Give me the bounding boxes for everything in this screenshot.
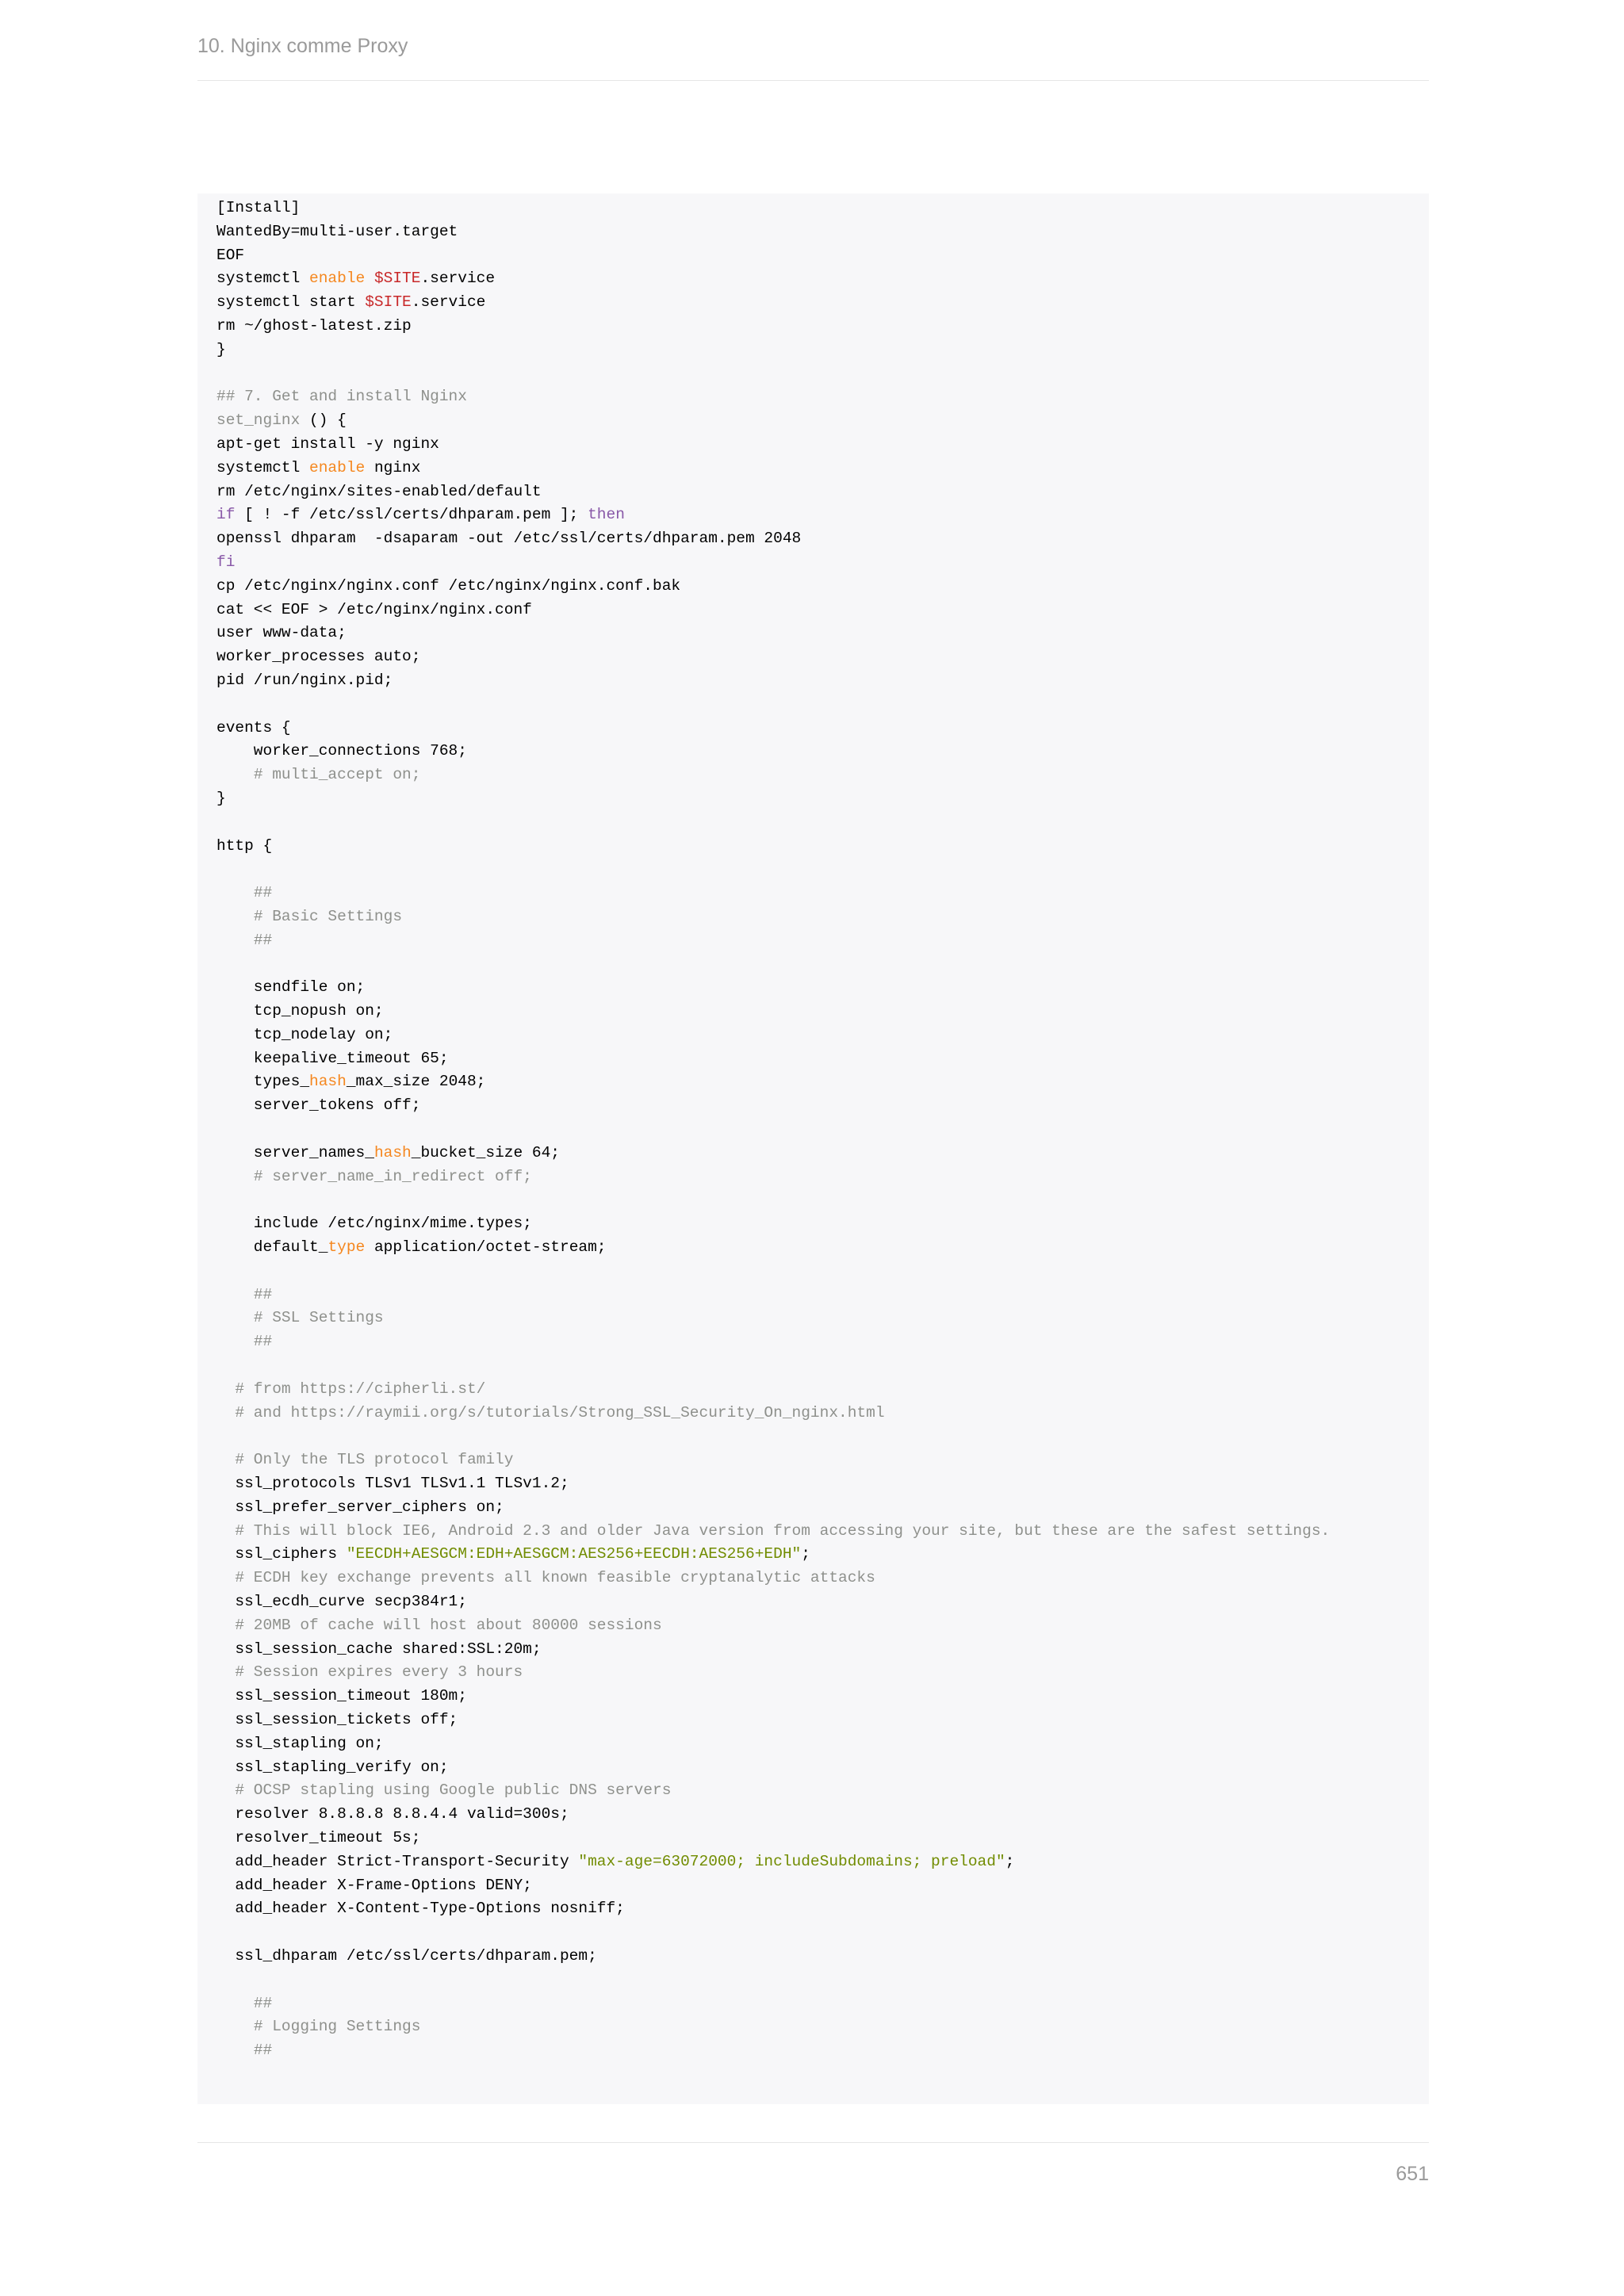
code-token-comment: # Basic Settings — [253, 907, 403, 925]
code-line — [216, 1000, 1330, 1024]
code-line — [216, 1496, 1330, 1520]
code-token-plain — [216, 908, 254, 925]
code-token-plain: ; — [1005, 1852, 1015, 1870]
code-token-plain: ssl_session_timeout 180m; — [216, 1687, 467, 1705]
code-token-plain — [216, 1995, 254, 2012]
code-line — [216, 740, 1330, 763]
code-line — [216, 858, 1330, 882]
code-token-builtin: type — [327, 1238, 366, 1257]
code-token-plain — [216, 884, 254, 901]
code-line — [216, 1354, 1330, 1378]
code-line — [216, 1425, 1330, 1448]
code-token-plain: } — [216, 789, 226, 807]
code-line — [216, 1969, 1330, 1992]
code-token-comment: ## — [253, 2042, 273, 2060]
code-line — [216, 1850, 1330, 1874]
code-token-plain: } — [216, 340, 226, 358]
code-line — [216, 953, 1330, 977]
code-line — [216, 267, 1330, 291]
code-token-comment: set_nginx — [216, 411, 301, 430]
code-token-plain: ssl_dhparam /etc/ssl/certs/dhparam.pem; — [216, 1946, 597, 1965]
code-token-plain — [216, 2018, 254, 2035]
code-line — [216, 599, 1330, 622]
code-line — [216, 1827, 1330, 1850]
code-line — [216, 693, 1330, 717]
code-token-plain: openssl dhparam -dsaparam -out /etc/ssl/certs/dhparam.pem 2048 — [216, 530, 802, 548]
code-token-comment: # Session expires every 3 hours — [235, 1663, 523, 1682]
code-token-comment: # and https://raymii.org/s/tutorials/Strong_SSL_Security_On_nginx.html — [235, 1403, 885, 1422]
code-token-plain: include /etc/nginx/mime.types; — [216, 1215, 532, 1233]
code-line — [216, 339, 1330, 362]
footer-divider — [197, 2142, 1429, 2143]
code-line — [216, 763, 1330, 787]
code-line — [216, 1094, 1330, 1118]
code-token-plain: nginx — [365, 458, 421, 476]
code-line — [216, 1236, 1330, 1260]
code-token-plain: EOF — [216, 246, 245, 264]
code-line — [216, 575, 1330, 599]
code-line — [216, 1543, 1330, 1567]
code-token-plain: tcp_nodelay on; — [216, 1025, 393, 1043]
code-token-keyword: then — [588, 506, 625, 524]
code-token-keyword: if — [216, 506, 236, 524]
code-token-comment: ## — [253, 931, 273, 949]
code-token-plain — [216, 1522, 235, 1540]
code-line — [216, 1402, 1330, 1425]
code-token-comment: # SSL Settings — [253, 1309, 384, 1327]
code-token-variable: $SITE — [365, 293, 412, 312]
code-token-plain: apt-get install -y nginx — [216, 434, 439, 453]
code-token-plain: ; — [801, 1545, 810, 1563]
code-token-comment: ## — [253, 884, 273, 902]
code-token-comment: # ECDH key exchange prevents all known feasible cryptanalytic attacks — [235, 1569, 875, 1587]
code-line — [216, 1874, 1330, 1898]
code-line — [216, 929, 1330, 953]
code-token-plain: .service — [420, 270, 496, 288]
code-token-plain — [216, 1781, 235, 1799]
code-line — [216, 385, 1330, 409]
code-token-string: "EECDH+AESGCM:EDH+AESGCM:AES256+EECDH:AES256+EDH" — [346, 1545, 802, 1563]
code-token-plain — [216, 1333, 254, 1350]
code-token-comment: ## — [253, 1994, 273, 2012]
code-token-comment: # multi_accept on; — [253, 766, 421, 784]
code-token-plain: add_header X-Frame-Options DENY; — [216, 1876, 532, 1894]
code-token-plain — [216, 2042, 254, 2059]
code-line — [216, 2015, 1330, 2039]
code-block — [197, 193, 1429, 2104]
code-token-plain: () { — [300, 411, 347, 430]
code-line — [216, 1448, 1330, 1472]
code-token-plain: worker_connections 768; — [216, 742, 467, 760]
code-token-builtin: enable — [309, 458, 366, 476]
code-token-comment: # Only the TLS protocol family — [235, 1451, 514, 1469]
code-token-plain: default_ — [216, 1238, 328, 1257]
code-token-plain — [216, 1451, 235, 1468]
code-token-plain: resolver 8.8.8.8 8.8.4.4 valid=300s; — [216, 1805, 569, 1823]
code-line — [216, 457, 1330, 480]
code-token-keyword: fi — [216, 553, 236, 571]
code-token-plain: ssl_ecdh_curve secp384r1; — [216, 1593, 467, 1611]
code-token-plain: events { — [216, 718, 291, 737]
code-token-plain — [216, 766, 254, 783]
code-token-plain — [216, 1168, 254, 1185]
page-number: 651 — [1396, 2163, 1429, 2185]
code-line — [216, 905, 1330, 929]
code-token-plain — [216, 1380, 235, 1398]
code-token-plain — [216, 1404, 235, 1422]
code-line — [216, 1992, 1330, 2016]
code-line — [216, 433, 1330, 457]
code-line — [216, 1378, 1330, 1402]
code-token-comment: # server_name_in_redirect off; — [253, 1167, 532, 1185]
code-line — [216, 315, 1330, 339]
code-line — [216, 1212, 1330, 1236]
code-token-plain: add_header X-Content-Type-Options nosniff; — [216, 1900, 625, 1918]
code-token-string: "max-age=63072000; includeSubdomains; preload" — [578, 1852, 1005, 1870]
code-line — [216, 1047, 1330, 1071]
code-line — [216, 1590, 1330, 1614]
code-line — [216, 220, 1330, 244]
header-divider — [197, 80, 1429, 81]
code-line — [216, 1756, 1330, 1780]
code-line — [216, 1260, 1330, 1284]
code-listing — [216, 197, 1330, 2063]
code-token-plain: .service — [411, 293, 486, 312]
code-token-plain: WantedBy=multi-user.target — [216, 222, 458, 240]
code-line — [216, 244, 1330, 268]
code-token-plain: server_tokens off; — [216, 1096, 421, 1115]
code-line — [216, 622, 1330, 645]
code-line — [216, 976, 1330, 1000]
code-line — [216, 1307, 1330, 1330]
code-token-plain: systemctl — [216, 458, 310, 476]
code-token-comment: ## — [253, 1333, 273, 1351]
code-token-plain: [Install] — [216, 199, 301, 216]
code-token-plain: user www-data; — [216, 624, 347, 642]
code-token-plain: cat << EOF > /etc/nginx/nginx.conf — [216, 600, 532, 618]
code-line — [216, 1070, 1330, 1094]
code-line — [216, 1142, 1330, 1165]
code-line — [216, 1188, 1330, 1212]
code-token-plain: systemctl start — [216, 293, 366, 312]
code-token-comment: # 20MB of cache will host about 80000 sessions — [235, 1616, 662, 1634]
code-token-plain: pid /run/nginx.pid; — [216, 671, 393, 689]
code-token-plain: server_names_ — [216, 1143, 374, 1161]
code-line — [216, 1472, 1330, 1496]
code-token-plain: resolver_timeout 5s; — [216, 1828, 421, 1846]
code-line — [216, 1024, 1330, 1047]
code-token-plain: worker_processes auto; — [216, 648, 421, 666]
code-line — [216, 787, 1330, 811]
code-line — [216, 1330, 1330, 1354]
code-line — [216, 409, 1330, 433]
code-token-plain: ssl_prefer_server_ciphers on; — [216, 1498, 504, 1516]
code-line — [216, 1614, 1330, 1638]
code-line — [216, 1284, 1330, 1307]
code-line — [216, 717, 1330, 740]
code-line — [216, 811, 1330, 835]
code-line — [216, 882, 1330, 905]
code-line — [216, 2039, 1330, 2063]
code-token-plain — [216, 1286, 254, 1303]
code-line — [216, 1685, 1330, 1709]
code-token-comment: # This will block IE6, Android 2.3 and older Java version from accessing your site, but these are the safest settings. — [235, 1521, 1331, 1540]
code-token-plain: sendfile on; — [216, 978, 366, 997]
code-token-plain: ssl_stapling on; — [216, 1734, 384, 1752]
code-line — [216, 480, 1330, 504]
code-token-plain: [ ! -f /etc/ssl/certs/dhparam.pem ]; — [235, 506, 588, 524]
code-token-plain: cp /etc/nginx/nginx.conf /etc/nginx/nginx.conf.bak — [216, 576, 681, 595]
code-token-plain: rm /etc/nginx/sites-enabled/default — [216, 482, 542, 500]
code-token-plain: systemctl — [216, 270, 310, 288]
code-line — [216, 1945, 1330, 1969]
code-token-plain — [216, 1569, 235, 1586]
code-line — [216, 551, 1330, 575]
code-line — [216, 527, 1330, 551]
code-line — [216, 1709, 1330, 1732]
code-token-variable: $SITE — [373, 270, 421, 288]
code-token-plain: application/octet-stream; — [365, 1238, 607, 1257]
code-line — [216, 1567, 1330, 1590]
code-token-comment: # from https://cipherli.st/ — [235, 1380, 486, 1398]
code-token-plain: keepalive_timeout 65; — [216, 1049, 449, 1067]
code-line — [216, 1732, 1330, 1756]
code-line — [216, 1897, 1330, 1921]
code-line — [216, 1520, 1330, 1544]
code-token-builtin: hash — [373, 1143, 412, 1161]
code-token-plain: add_header Strict-Transport-Security — [216, 1852, 579, 1870]
code-line — [216, 362, 1330, 386]
code-line — [216, 1803, 1330, 1827]
code-token-plain: ssl_session_tickets off; — [216, 1711, 458, 1728]
code-token-plain — [365, 270, 374, 287]
code-token-plain: tcp_nopush on; — [216, 1002, 384, 1020]
code-line — [216, 1638, 1330, 1662]
code-token-plain: rm ~/ghost-latest.zip — [216, 316, 412, 335]
code-token-plain: ssl_protocols TLSv1 TLSv1.1 TLSv1.2; — [216, 1475, 569, 1493]
code-line — [216, 1779, 1330, 1803]
code-token-plain — [216, 1309, 254, 1326]
code-line — [216, 835, 1330, 859]
code-line — [216, 1661, 1330, 1685]
code-line — [216, 197, 1330, 220]
code-token-plain: http { — [216, 836, 273, 855]
page-header-title: 10. Nginx comme Proxy — [197, 35, 408, 57]
code-token-plain: ssl_stapling_verify on; — [216, 1758, 449, 1776]
code-line — [216, 1118, 1330, 1142]
code-token-plain — [216, 1663, 235, 1681]
code-line — [216, 669, 1330, 693]
code-line — [216, 291, 1330, 315]
code-token-comment: ## 7. Get and install Nginx — [216, 388, 467, 406]
code-token-plain — [216, 1617, 235, 1634]
code-line — [216, 645, 1330, 669]
code-token-builtin: enable — [309, 270, 366, 288]
code-line — [216, 503, 1330, 527]
code-token-builtin: hash — [309, 1073, 347, 1091]
code-token-plain: types_ — [216, 1073, 310, 1091]
code-token-plain: ssl_ciphers — [216, 1545, 347, 1563]
code-token-comment: ## — [253, 1285, 273, 1303]
code-line — [216, 1165, 1330, 1189]
code-token-plain: ssl_session_cache shared:SSL:20m; — [216, 1640, 542, 1658]
code-token-plain: _max_size 2048; — [346, 1073, 486, 1091]
code-token-plain: _bucket_size 64; — [411, 1143, 560, 1161]
code-token-comment: # Logging Settings — [253, 2018, 421, 2036]
code-token-plain — [216, 932, 254, 949]
code-line — [216, 1921, 1330, 1945]
code-token-comment: # OCSP stapling using Google public DNS servers — [235, 1781, 672, 1800]
